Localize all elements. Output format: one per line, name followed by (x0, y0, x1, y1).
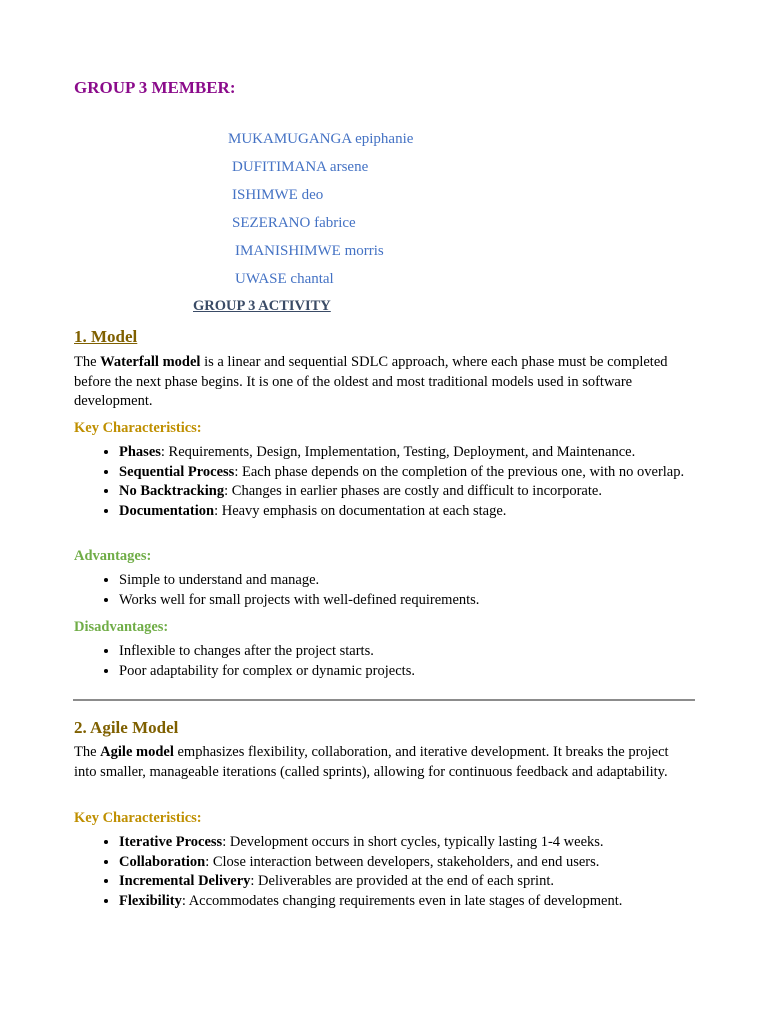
list-item: • Simple to understand and manage. (119, 571, 729, 591)
member-name: DUFITIMANA arsene (232, 159, 369, 175)
item-text: : Changes in earlier phases are costly and difficult to incorporate. (224, 483, 602, 499)
list-item (119, 482, 729, 502)
waterfall-advantages-list (74, 571, 729, 610)
list-item (119, 463, 729, 483)
item-text: : Accommodates changing requirements even in late stages of development. (181, 892, 623, 909)
group-activity-heading: GROUP 3 ACTIVITY (193, 298, 331, 314)
waterfall-key-characteristics-heading: Key Characteristics: (74, 420, 202, 436)
list-item: • Inflexible to changes after the project starts. (119, 642, 729, 662)
item-text: : Close interaction between developers, stakeholders, and end users. (205, 853, 600, 870)
list-item (119, 853, 729, 873)
member-name: SEZERANO fabrice (232, 215, 356, 231)
item-term: Incremental Delivery (119, 873, 251, 889)
intro-text: The (74, 354, 101, 370)
group-members-heading: GROUP 3 MEMBER: (74, 78, 236, 97)
list-item (119, 872, 729, 892)
agile-key-characteristics-list (74, 833, 729, 911)
intro-bold-term: Waterfall model (100, 354, 201, 370)
member-name: ISHIMWE deo (232, 187, 324, 203)
item-term: Phases (119, 444, 161, 460)
intro-text: emphasizes flexibility, collaboration, and iterative development. It breaks the project into smaller, manageable iterations (called sprints), allowing for continuous feedback and adaptability. (74, 744, 669, 780)
waterfall-key-characteristics-list (74, 443, 729, 521)
intro-text: is a linear and sequential SDLC approach, where each phase must be completed before the next phase begins. It is one of the oldest and most traditional models used in software development. (74, 354, 668, 409)
list-item: • Works well for small projects with well-defined requirements. (119, 591, 729, 611)
list-item: • Poor adaptability for complex or dynamic projects. (119, 662, 729, 682)
item-term: Sequential Process (119, 463, 235, 480)
list-item (119, 443, 729, 463)
item-text: : Requirements, Design, Implementation, Testing, Deployment, and Maintenance. (160, 444, 636, 460)
waterfall-section-heading: 1. Model (74, 327, 138, 346)
list-item (119, 833, 729, 853)
member-name: UWASE chantal (235, 271, 334, 287)
waterfall-disadvantages-heading: Disadvantages: (74, 619, 169, 635)
item-term: No Backtracking (119, 483, 225, 499)
item-text: : Heavy emphasis on documentation at each stage. (214, 502, 507, 519)
item-term: Documentation (119, 502, 215, 519)
item-term: Collaboration (119, 853, 206, 870)
agile-intro-paragraph (74, 743, 694, 782)
waterfall-intro-paragraph (74, 353, 694, 412)
item-text: : Each phase depends on the completion of the previous one, with no overlap. (234, 463, 685, 480)
list-item (119, 502, 729, 522)
item-text: : Deliverables are provided at the end of each sprint. (250, 873, 554, 889)
agile-key-characteristics-heading: Key Characteristics: (74, 810, 202, 826)
item-term: Iterative Process (119, 834, 223, 850)
item-term: Flexibility (119, 892, 182, 909)
member-name: IMANISHIMWE morris (235, 243, 384, 259)
waterfall-advantages-heading: Advantages: (74, 548, 152, 564)
agile-section-heading: 2. Agile Model (74, 718, 179, 737)
member-name: MUKAMUGANGA epiphanie (228, 131, 414, 147)
intro-text: The (74, 744, 101, 760)
waterfall-disadvantages-list (74, 642, 729, 681)
intro-bold-term: Agile model (100, 744, 174, 760)
section-divider (73, 699, 695, 701)
list-item (119, 892, 729, 912)
item-text: : Development occurs in short cycles, typically lasting 1-4 weeks. (222, 834, 604, 850)
